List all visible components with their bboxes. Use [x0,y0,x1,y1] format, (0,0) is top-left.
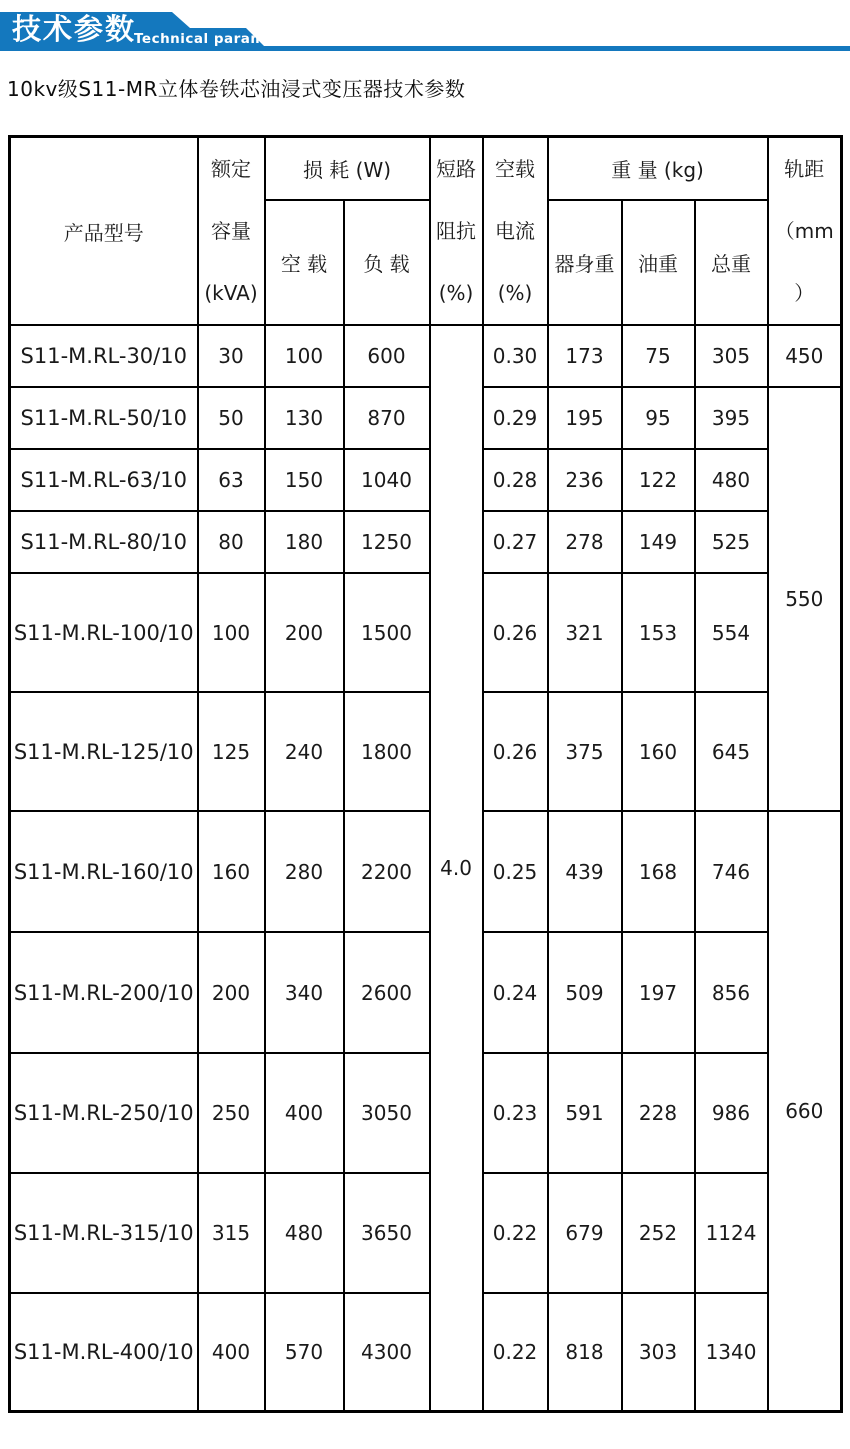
cell-no-load-loss: 340 [265,932,344,1053]
cell-capacity: 63 [198,449,265,511]
cell-gauge-450: 450 [768,325,842,387]
header-capacity-line2: 容量 [211,219,251,243]
cell-no-load-current: 0.29 [483,387,548,449]
cell-impedance-merged: 4.0 [430,325,483,1411]
header-gauge [768,137,842,326]
cell-model: S11-M.RL-315/10 [10,1173,198,1293]
cell-total-weight: 856 [695,932,768,1053]
cell-capacity: 50 [198,387,265,449]
cell-model: S11-M.RL-100/10 [10,573,198,692]
header-impedance [430,137,483,326]
section-banner [0,0,850,60]
cell-model: S11-M.RL-200/10 [10,932,198,1053]
cell-total-weight: 525 [695,511,768,573]
cell-model: S11-M.RL-160/10 [10,811,198,932]
header-gauge-line3: ） [794,281,815,305]
header-weight-group: 重 量 (kg) [548,137,768,200]
banner-subtitle: Technical parameter [134,31,299,47]
table-row [10,573,842,692]
cell-body-weight: 439 [548,811,622,932]
cell-load-loss: 1800 [344,692,430,811]
cell-total-weight: 305 [695,325,768,387]
cell-model: S11-M.RL-80/10 [10,511,198,573]
cell-no-load-loss: 570 [265,1293,344,1411]
header-impedance-line2: 阻抗 [436,219,477,243]
cell-no-load-loss: 240 [265,692,344,811]
cell-model: S11-M.RL-125/10 [10,692,198,811]
cell-body-weight: 818 [548,1293,622,1411]
banner-title: 技术参数 [12,12,137,46]
cell-model: S11-M.RL-63/10 [10,449,198,511]
header-weight-total: 总重 [695,200,768,325]
cell-oil-weight: 168 [622,811,695,932]
cell-load-loss: 870 [344,387,430,449]
cell-body-weight: 375 [548,692,622,811]
header-current-line1: 空载 [495,157,536,181]
cell-model: S11-M.RL-50/10 [10,387,198,449]
cell-body-weight: 509 [548,932,622,1053]
cell-body-weight: 679 [548,1173,622,1293]
cell-gauge-660-merged: 660 [768,811,842,1411]
cell-oil-weight: 95 [622,387,695,449]
cell-capacity: 100 [198,573,265,692]
header-impedance-line1: 短路 [436,157,477,181]
cell-body-weight: 195 [548,387,622,449]
cell-total-weight: 554 [695,573,768,692]
table-row [10,692,842,811]
cell-load-loss: 3050 [344,1053,430,1173]
header-capacity-line1: 额定 [211,157,251,181]
header-weight-body: 器身重 [548,200,622,325]
cell-body-weight: 278 [548,511,622,573]
cell-capacity: 125 [198,692,265,811]
table-row [10,1293,842,1411]
cell-load-loss: 2200 [344,811,430,932]
cell-no-load-current: 0.30 [483,325,548,387]
cell-capacity: 80 [198,511,265,573]
cell-no-load-loss: 480 [265,1173,344,1293]
cell-no-load-current: 0.22 [483,1293,548,1411]
header-no-load-current [483,137,548,326]
cell-oil-weight: 303 [622,1293,695,1411]
cell-capacity: 250 [198,1053,265,1173]
table-row [10,1173,842,1293]
cell-oil-weight: 153 [622,573,695,692]
cell-no-load-current: 0.27 [483,511,548,573]
cell-no-load-current: 0.28 [483,449,548,511]
cell-oil-weight: 160 [622,692,695,811]
header-capacity [198,137,265,326]
cell-no-load-current: 0.23 [483,1053,548,1173]
cell-oil-weight: 75 [622,325,695,387]
cell-oil-weight: 149 [622,511,695,573]
cell-body-weight: 321 [548,573,622,692]
cell-no-load-loss: 130 [265,387,344,449]
cell-load-loss: 1500 [344,573,430,692]
cell-total-weight: 986 [695,1053,768,1173]
cell-no-load-loss: 180 [265,511,344,573]
cell-capacity: 315 [198,1173,265,1293]
header-capacity-line3: (kVA) [204,281,258,305]
table-row [10,449,842,511]
table-row [10,811,842,932]
cell-oil-weight: 122 [622,449,695,511]
cell-total-weight: 746 [695,811,768,932]
table-row [10,325,842,387]
cell-no-load-current: 0.22 [483,1173,548,1293]
cell-load-loss: 1040 [344,449,430,511]
header-loss-no-load: 空 载 [265,200,344,325]
cell-total-weight: 480 [695,449,768,511]
cell-model: S11-M.RL-250/10 [10,1053,198,1173]
cell-body-weight: 591 [548,1053,622,1173]
cell-no-load-loss: 100 [265,325,344,387]
cell-no-load-current: 0.26 [483,573,548,692]
cell-no-load-loss: 400 [265,1053,344,1173]
table-row [10,932,842,1053]
cell-capacity: 160 [198,811,265,932]
cell-body-weight: 173 [548,325,622,387]
cell-load-loss: 600 [344,325,430,387]
cell-body-weight: 236 [548,449,622,511]
header-weight-oil: 油重 [622,200,695,325]
table-row [10,511,842,573]
header-gauge-line2: （mm [774,219,834,243]
cell-load-loss: 4300 [344,1293,430,1411]
cell-no-load-current: 0.24 [483,932,548,1053]
cell-capacity: 200 [198,932,265,1053]
cell-oil-weight: 252 [622,1173,695,1293]
cell-no-load-loss: 150 [265,449,344,511]
cell-no-load-loss: 280 [265,811,344,932]
cell-total-weight: 395 [695,387,768,449]
cell-total-weight: 1124 [695,1173,768,1293]
parameters-table [8,135,843,1413]
page-title: 10kv级S11-MR立体卷铁芯油浸式变压器技术参数 [7,77,466,101]
cell-oil-weight: 228 [622,1053,695,1173]
cell-capacity: 400 [198,1293,265,1411]
header-model: 产品型号 [10,137,198,326]
cell-total-weight: 1340 [695,1293,768,1411]
cell-oil-weight: 197 [622,932,695,1053]
table-row [10,1053,842,1173]
cell-capacity: 30 [198,325,265,387]
cell-model: S11-M.RL-30/10 [10,325,198,387]
cell-load-loss: 2600 [344,932,430,1053]
cell-no-load-current: 0.25 [483,811,548,932]
header-loss-group: 损 耗 (W) [265,137,430,200]
cell-model: S11-M.RL-400/10 [10,1293,198,1411]
cell-load-loss: 3650 [344,1173,430,1293]
header-current-line3: (%) [497,281,533,305]
header-impedance-line3: (%) [438,281,474,305]
table-row [10,387,842,449]
cell-total-weight: 645 [695,692,768,811]
header-loss-load: 负 载 [344,200,430,325]
header-current-line2: 电流 [495,219,536,243]
cell-no-load-loss: 200 [265,573,344,692]
cell-gauge-550-merged: 550 [768,387,842,811]
cell-load-loss: 1250 [344,511,430,573]
cell-no-load-current: 0.26 [483,692,548,811]
header-gauge-line1: 轨距 [784,157,825,181]
